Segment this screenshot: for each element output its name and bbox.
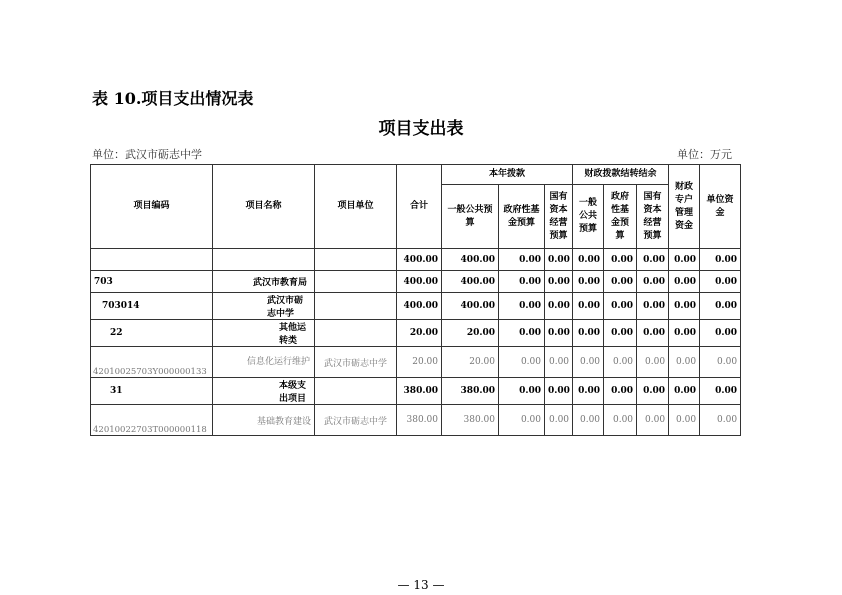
header-code: 项目编码 (91, 165, 213, 249)
cell-code: 42010022703T000000118 (91, 405, 213, 436)
cell-amount: 380.00 (397, 378, 442, 405)
cell-amount: 0.00 (573, 293, 604, 320)
cell-amount: 0.00 (669, 320, 700, 347)
cell-amount: 0.00 (545, 347, 573, 378)
cell-amount: 0.00 (545, 405, 573, 436)
cell-unit (315, 249, 397, 271)
cell-name: 武汉市砺志中学 (213, 293, 315, 320)
cell-name (213, 249, 315, 271)
cell-amount: 0.00 (637, 347, 669, 378)
cell-amount: 20.00 (397, 347, 442, 378)
header-own-funds: 单位资金 (700, 165, 741, 249)
cell-amount: 400.00 (442, 293, 499, 320)
cell-amount: 0.00 (545, 378, 573, 405)
cell-amount: 0.00 (499, 293, 545, 320)
cell-amount: 0.00 (669, 271, 700, 293)
table-title: 项目支出表 (378, 119, 464, 139)
cell-amount: 20.00 (442, 347, 499, 378)
cell-amount: 0.00 (700, 405, 741, 436)
cell-amount: 0.00 (604, 347, 637, 378)
cell-unit (315, 271, 397, 293)
cell-name: 其他运转类 (213, 320, 315, 347)
cell-code: 31 (91, 378, 213, 405)
cell-amount: 0.00 (669, 347, 700, 378)
cell-amount: 0.00 (545, 293, 573, 320)
cell-amount: 380.00 (397, 405, 442, 436)
cell-amount: 0.00 (499, 405, 545, 436)
cell-unit: 武汉市砺志中学 (315, 347, 397, 378)
table-row (91, 271, 741, 293)
header-g1-general: 一般公共预算 (442, 185, 499, 249)
cell-amount: 0.00 (573, 347, 604, 378)
table-row (91, 378, 741, 405)
cell-amount: 0.00 (669, 293, 700, 320)
cell-amount: 0.00 (700, 249, 741, 271)
cell-amount: 0.00 (499, 378, 545, 405)
header-name: 项目名称 (213, 165, 315, 249)
cell-amount: 0.00 (499, 271, 545, 293)
cell-amount: 0.00 (700, 320, 741, 347)
cell-amount: 0.00 (637, 378, 669, 405)
cell-amount: 0.00 (573, 271, 604, 293)
table-row (91, 249, 741, 271)
cell-code (91, 249, 213, 271)
cell-amount: 20.00 (442, 320, 499, 347)
cell-amount: 0.00 (637, 271, 669, 293)
cell-amount: 0.00 (700, 347, 741, 378)
table-row (91, 293, 741, 320)
cell-amount: 0.00 (669, 378, 700, 405)
cell-amount: 0.00 (637, 320, 669, 347)
cell-amount: 0.00 (573, 378, 604, 405)
cell-code: 703 (91, 271, 213, 293)
header-g2-general: 一般公共预算 (573, 185, 604, 249)
cell-name: 基础教育建设 (213, 405, 315, 436)
cell-amount: 380.00 (442, 405, 499, 436)
cell-name: 本级支出项目 (213, 378, 315, 405)
table-row (91, 347, 741, 378)
cell-amount: 380.00 (442, 378, 499, 405)
table-row (91, 320, 741, 347)
cell-amount: 0.00 (637, 293, 669, 320)
table-row (91, 405, 741, 436)
cell-amount: 400.00 (397, 293, 442, 320)
cell-amount: 0.00 (700, 378, 741, 405)
header-special-account: 财政专户管理资金 (669, 165, 700, 249)
cell-amount: 0.00 (573, 249, 604, 271)
cell-amount: 0.00 (604, 378, 637, 405)
cell-code: 42010025703Y000000133 (91, 347, 213, 378)
cell-amount: 0.00 (499, 249, 545, 271)
header-g1-fund: 政府性基金预算 (499, 185, 545, 249)
cell-amount: 0.00 (604, 405, 637, 436)
page-number: — 13 — (397, 578, 445, 592)
cell-unit (315, 320, 397, 347)
header-g2-fund: 政府性基金预算 (604, 185, 637, 249)
cell-amount: 0.00 (545, 249, 573, 271)
cell-amount: 0.00 (669, 405, 700, 436)
section-heading: 表 10.项目支出情况表 (92, 89, 254, 108)
header-g2-capital: 国有资本经营预算 (637, 185, 669, 249)
cell-amount: 0.00 (700, 293, 741, 320)
cell-amount: 0.00 (545, 320, 573, 347)
header-total: 合计 (397, 165, 442, 249)
cell-unit: 武汉市砺志中学 (315, 405, 397, 436)
cell-amount: 400.00 (397, 271, 442, 293)
header-group-current-year: 本年拨款 (442, 165, 573, 185)
header-unit: 项目单位 (315, 165, 397, 249)
cell-amount: 0.00 (604, 293, 637, 320)
cell-amount: 0.00 (604, 320, 637, 347)
cell-amount: 0.00 (604, 271, 637, 293)
cell-amount: 400.00 (442, 249, 499, 271)
header-group-carryover: 财政拨款结转结余 (573, 165, 669, 185)
cell-amount: 0.00 (637, 405, 669, 436)
cell-code: 703014 (91, 293, 213, 320)
cell-amount: 400.00 (397, 249, 442, 271)
unit-left: 单位：武汉市砺志中学 (92, 148, 202, 161)
cell-amount: 20.00 (397, 320, 442, 347)
cell-amount: 0.00 (669, 249, 700, 271)
cell-code: 22 (91, 320, 213, 347)
cell-amount: 0.00 (573, 405, 604, 436)
cell-amount: 0.00 (499, 320, 545, 347)
cell-amount: 0.00 (604, 249, 637, 271)
cell-name: 武汉市教育局 (213, 271, 315, 293)
cell-unit (315, 378, 397, 405)
cell-name: 信息化运行维护 (213, 347, 315, 378)
cell-unit (315, 293, 397, 320)
cell-amount: 0.00 (573, 320, 604, 347)
project-expenditure-table (90, 164, 741, 436)
unit-right: 单位：万元 (677, 148, 732, 161)
header-g1-capital: 国有资本经营预算 (545, 185, 573, 249)
cell-amount: 0.00 (637, 249, 669, 271)
cell-amount: 400.00 (442, 271, 499, 293)
cell-amount: 0.00 (499, 347, 545, 378)
cell-amount: 0.00 (700, 271, 741, 293)
cell-amount: 0.00 (545, 271, 573, 293)
